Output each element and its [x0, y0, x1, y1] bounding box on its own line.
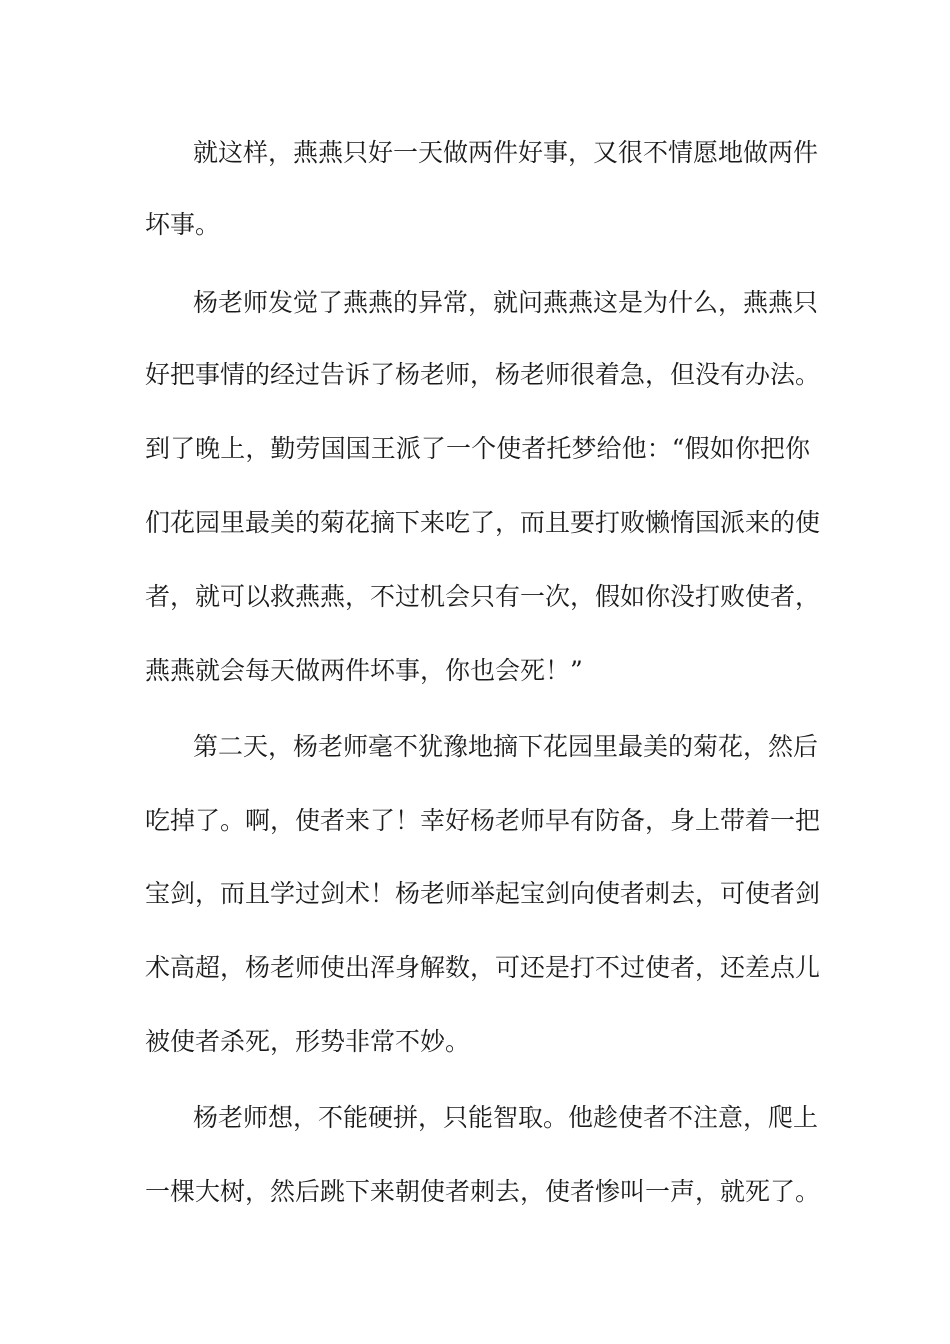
paragraph-3-line-2: 吃掉了。啊，使者来了！幸好杨老师早有防备，身上带着一把	[145, 806, 821, 835]
paragraph-4-line-2: 一棵大树，然后跳下来朝使者刺去，使者惨叫一声，就死了。	[145, 1177, 821, 1206]
paragraph-4-line-1: 杨老师想，不能硬拼，只能智取。他趁使者不注意，爬上	[193, 1103, 819, 1132]
paragraph-2-line-2: 好把事情的经过告诉了杨老师，杨老师很着急，但没有办法。	[145, 360, 821, 389]
paragraph-2-line-5: 者，就可以救燕燕，不过机会只有一次，假如你没打败使者，	[145, 582, 821, 611]
paragraph-2-line-6: 燕燕就会每天做两件坏事，你也会死！”	[145, 656, 583, 685]
paragraph-3-line-3: 宝剑，而且学过剑术！杨老师举起宝剑向使者刺去，可使者剑	[145, 879, 821, 908]
paragraph-2-line-1: 杨老师发觉了燕燕的异常，就问燕燕这是为什么，燕燕只	[193, 288, 819, 317]
paragraph-3-line-4: 术高超，杨老师使出浑身解数，可还是打不过使者，还差点儿	[145, 953, 821, 982]
paragraph-2-line-3: 到了晚上，勤劳国国王派了一个使者托梦给他：“假如你把你	[145, 434, 810, 463]
paragraph-3-line-5: 被使者杀死，形势非常不妙。	[145, 1027, 471, 1056]
paragraph-3-line-1: 第二天，杨老师毫不犹豫地摘下花园里最美的菊花，然后	[193, 732, 819, 761]
paragraph-1-line-1: 就这样，燕燕只好一天做两件好事，又很不情愿地做两件	[193, 138, 819, 167]
paragraph-1-line-2: 坏事。	[145, 210, 221, 239]
paragraph-2-line-4: 们花园里最美的菊花摘下来吃了，而且要打败懒惰国派来的使	[145, 508, 821, 537]
